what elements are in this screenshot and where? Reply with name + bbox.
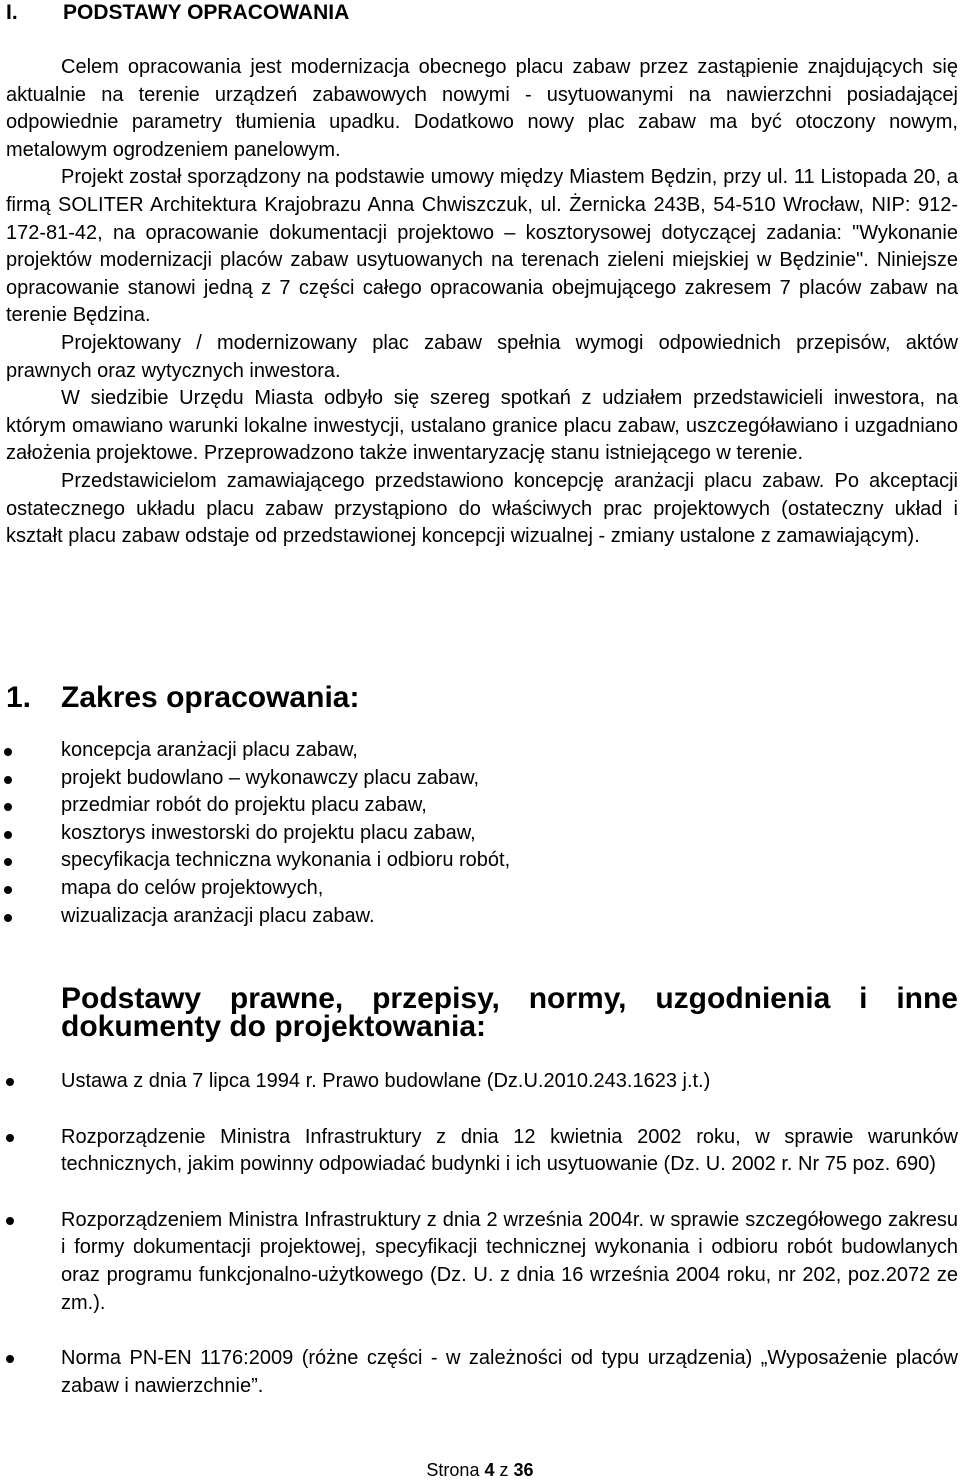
scope-number: 1.: [6, 681, 32, 714]
list-item-text: kosztorys inwestorski do projektu placu zabaw,: [61, 821, 476, 844]
scope-list: [0, 737, 958, 930]
bullet-icon: [6, 1134, 14, 1142]
list-item-text: Ustawa z dnia 7 lipca 1994 r. Prawo budowlane (Dz.U.2010.243.1623 j.t.): [61, 1070, 711, 1092]
list-item-text: przedmiar robót do projektu placu zabaw,: [61, 794, 427, 817]
intro-paragraph: Przedstawicielom zamawiającego przedstawiono koncepcję aranżacji placu zabaw. Po akceptacji ostatecznego układu placu zabaw przystąpiono do właściwych prac projektowych (ostateczny układ i kształt placu zabaw odstaje od przedstawionej koncepcji wizualnej - zmiany ustalone z zamawiającym).: [6, 469, 958, 548]
page-footer: [0, 1459, 960, 1481]
list-item-text: mapa do celów projektowych,: [61, 876, 324, 899]
list-item: [0, 1207, 958, 1317]
intro-paragraph: W siedzibie Urzędu Miasta odbyło się szereg spotkań z udziałem przedstawicieli inwestora, na którym omawiano warunki lokalne inwestycji, ustalano granice placu zabaw, uszczegóławiano i uzgadniano założenia projektowe. Przeprowadzono także inwentaryzację stanu istniejącego w terenie.: [6, 387, 958, 465]
list-item: [0, 820, 958, 848]
bullet-icon: [4, 914, 12, 922]
list-item-text: koncepcja aranżacji placu zabaw,: [61, 739, 358, 761]
list-item-text: Rozporządzenie Ministra Infrastruktury z dnia 12 kwietnia 2002 roku, w sprawie warunków technicznych, jakim powinny odpowiadać budynki i ich usytuowanie (Dz. U. 2002 r. Nr 75 poz. 690): [61, 1125, 958, 1176]
basis-title: Podstawy prawne, przepisy, normy, uzgodnienia i inne dokumenty do projektowania:: [61, 982, 958, 1043]
list-item: [0, 875, 958, 903]
list-item: [0, 1345, 958, 1400]
section-heading: [6, 0, 349, 26]
list-item: [0, 737, 958, 765]
bullet-icon: [4, 748, 12, 756]
list-item: [0, 792, 958, 820]
basis-list: [0, 1068, 958, 1400]
list-item: [0, 765, 958, 793]
intro-paragraph: Celem opracowania jest modernizacja obecnego placu zabaw przez zastąpienie znajdujących się aktualnie na terenie urządzeń zabawowych nowymi - usytuowanymi na nawierzchni posiadającej odpowiednie parametry tłumienia upadku. Dodatkowo nowy plac zabaw ma być otoczony nowym, metalowym ogrodzeniem panelowym.: [6, 56, 958, 161]
bullet-icon: [4, 831, 12, 839]
footer-separator: z: [499, 1460, 509, 1480]
bullet-icon: [6, 1078, 14, 1086]
footer-page-total: 36: [513, 1460, 534, 1480]
intro-text: [6, 54, 958, 551]
footer-page-number: 4: [484, 1460, 495, 1480]
list-item: [0, 847, 958, 875]
bullet-icon: [4, 803, 12, 811]
list-item-text: wizualizacja aranżacji placu zabaw.: [61, 904, 375, 927]
basis-number: [6, 985, 61, 1013]
basis-heading: [6, 982, 958, 1043]
scope-heading: [6, 681, 958, 714]
section-title: PODSTAWY OPRACOWANIA: [63, 1, 350, 24]
list-item: [0, 903, 958, 931]
bullet-icon: [6, 1217, 14, 1225]
bullet-icon: [4, 886, 12, 894]
list-item-text: specyfikacja techniczna wykonania i odbioru robót,: [61, 849, 511, 872]
list-item-text: projekt budowlano – wykonawczy placu zabaw,: [61, 766, 480, 789]
bullet-icon: [4, 776, 12, 784]
list-item-text: Norma PN-EN 1176:2009 (różne części - w zależności od typu urządzenia) „Wyposażenie placów zabaw i nawierzchnie”.: [61, 1347, 958, 1397]
list-item-text: Rozporządzeniem Ministra Infrastruktury z dnia 2 września 2004r. w sprawie szczegółowego zakresu i formy dokumentacji projektowej, specyfikacji technicznej wykonania i odbioru robót budowlanych oraz programu funkcjonalno-użytkowego (Dz. U. z dnia 16 września 2004 roku, nr 202, poz.2072 ze zm.).: [61, 1208, 958, 1314]
bullet-icon: [6, 1355, 14, 1363]
intro-paragraph: Projektowany / modernizowany plac zabaw spełnia wymogi odpowiednich przepisów, aktów prawnych oraz wytycznych inwestora.: [6, 331, 958, 382]
list-item: [0, 1124, 958, 1179]
footer-prefix: Strona: [426, 1460, 480, 1480]
bullet-icon: [4, 858, 12, 866]
intro-paragraph: Projekt został sporządzony na podstawie umowy między Miastem Będzin, przy ul. 11 Listopada 20, a firmą SOLITER Architektura Krajobrazu Anna Chwiszczuk, ul. Żernicka 243B, 54-510 Wrocław, NIP: 912-172-81-42, na opracowanie dokumentacji projektowo – kosztorysowej dotyczącej zadania: "Wykonanie projektów modernizacji placów zabaw usytuowanych na terenach zieleni miejskiej w Będzinie". Niniejsze opracowanie stanowi jedną z 7 części całego opracowania obejmującego zakresem 7 placów zabaw na terenie Będzina.: [6, 166, 958, 327]
section-number: I.: [6, 1, 18, 24]
scope-title: Zakres opracowania:: [61, 681, 360, 714]
list-item: [0, 1068, 958, 1096]
